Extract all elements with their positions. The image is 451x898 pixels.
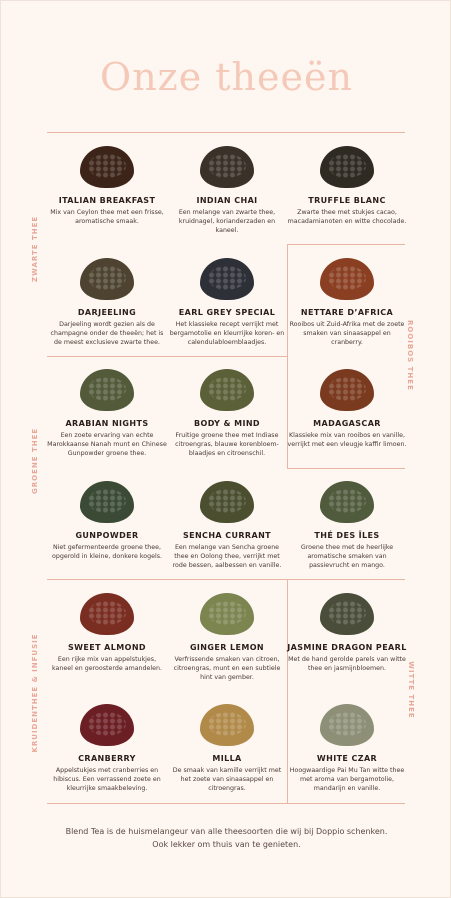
tea-leaves-image	[320, 593, 374, 635]
tea-name: NETTARE D’AFRICA	[300, 308, 394, 317]
tea-name: SWEET ALMOND	[68, 643, 146, 652]
divider-zwarte-groene	[47, 356, 287, 357]
tea-name: THÉ DES ÎLES	[314, 531, 380, 540]
tea-name: GUNPOWDER	[75, 531, 139, 540]
tea-name: INDIAN CHAI	[196, 196, 258, 205]
tea-leaves-image	[320, 369, 374, 411]
tea-description: Een rijke mix van appelstukjes, kaneel en geroosterde amandelen.	[51, 656, 163, 673]
tea-description: Met de hand gerolde parels van witte thee en jasmijnbloemen.	[288, 656, 406, 673]
tea-leaves-image	[200, 369, 254, 411]
footer-line-1: Blend Tea is de huismelangeur van alle theesoorten die wij bij Doppio schenken.	[65, 827, 388, 836]
tea-name: CRANBERRY	[78, 754, 136, 763]
divider-bottom	[47, 803, 405, 804]
tea-leaves-image	[80, 146, 134, 188]
tea-name: JASMINE DRAGON PEARL	[287, 643, 407, 652]
tea-leaves-image	[80, 481, 134, 523]
tea-item	[47, 481, 167, 561]
tea-item	[167, 146, 287, 236]
tea-name: EARL GREY SPECIAL	[178, 308, 276, 317]
tea-description: Het klassieke recept verrijkt met bergamotolie en kleurrijke koren- en calendulabloemblaadjes.	[169, 321, 285, 347]
tea-name: TRUFFLE BLANC	[308, 196, 386, 205]
tea-leaves-image	[200, 704, 254, 746]
tea-name: MILLA	[212, 754, 242, 763]
tea-name: WHITE CZAR	[316, 754, 378, 763]
section-label-witte-thee: WITTE THEE	[407, 661, 415, 719]
tea-item	[167, 258, 287, 348]
footer-line-2: Ook lekker om thuis van te genieten.	[152, 840, 301, 849]
tea-name: DARJEELING	[77, 308, 137, 317]
tea-description: Appelstukjes met cranberries en hibiscus. Een verrassend zoete en kleurrijke smaakbeleving.	[53, 767, 161, 793]
tea-item	[287, 593, 407, 673]
tea-leaves-image	[200, 593, 254, 635]
tea-description: Zwarte thee met stukjes cacao, macadamianoten en witte chocolade.	[287, 209, 407, 226]
tea-description: Een melange van Sencha groene thee en Oolong thee, verrijkt met rode bessen, aalbessen en vanille.	[172, 544, 282, 570]
section-label-rooibos-thee: ROOIBOS THEE	[406, 320, 414, 391]
divider-groene-kruiden	[47, 579, 405, 580]
tea-name: ITALIAN BREAKFAST	[58, 196, 156, 205]
tea-leaves-image	[200, 481, 254, 523]
tea-leaves-image	[80, 258, 134, 300]
tea-leaves-image	[80, 369, 134, 411]
tea-leaves-image	[80, 593, 134, 635]
tea-leaves-image	[80, 704, 134, 746]
tea-name: ARABIAN NIGHTS	[65, 419, 149, 428]
divider-rooibos-top	[287, 244, 405, 245]
tea-item	[287, 481, 407, 571]
tea-leaves-image	[200, 146, 254, 188]
tea-name: BODY & MIND	[194, 419, 260, 428]
page-title: Onze theeën	[100, 55, 353, 99]
tea-name: MADAGASCAR	[313, 419, 381, 428]
tea-leaves-image	[200, 258, 254, 300]
tea-item	[167, 704, 287, 794]
divider-top	[47, 132, 405, 133]
tea-description: Groene thee met de heerlijke aromatische smaken van passievrucht en mango.	[300, 544, 394, 570]
footer-text	[1, 825, 451, 851]
tea-description: De smaak van kamille verrijkt met het zoete van sinaasappel en citroengras.	[172, 767, 282, 793]
divider-rooibos-bottom	[287, 468, 405, 469]
tea-leaves-image	[320, 146, 374, 188]
tea-description: Klassieke mix van rooibos en vanille, verrijkt met een vleugje kaffir limoen.	[287, 432, 407, 449]
tea-item	[287, 704, 407, 794]
tea-item	[47, 704, 167, 794]
tea-name: GINGER LEMON	[189, 643, 265, 652]
tea-item	[287, 369, 407, 449]
tea-item	[287, 146, 407, 226]
tea-item	[167, 593, 287, 683]
tea-description: Een zoete ervaring van echte Marokkaanse Nanah munt en Chinese Gunpowder groene thee.	[47, 432, 167, 458]
tea-item	[47, 369, 167, 459]
section-label-groene-thee: GROENE THEE	[31, 427, 39, 494]
tea-description: Niet gefermenteerde groene thee, opgerold in kleine, donkere kogels.	[51, 544, 163, 561]
tea-item	[167, 481, 287, 571]
tea-item	[47, 258, 167, 348]
tea-item	[167, 369, 287, 459]
tea-description: Darjeeling wordt gezien als de champagne onder de theeën; het is de meest exclusieve zwarte thee.	[50, 321, 164, 347]
tea-description: Rooibos uit Zuid-Afrika met de zoete smaken van sinaasappel en cranberry.	[289, 321, 405, 347]
tea-item	[47, 146, 167, 226]
tea-description: Fruitige groene thee met Indiase citroengras, blauwe korenbloem-blaadjes en citroenschil.	[175, 432, 279, 458]
tea-leaves-image	[320, 258, 374, 300]
tea-item	[287, 258, 407, 348]
tea-name: SENCHA CURRANT	[182, 531, 272, 540]
tea-item	[47, 593, 167, 673]
tea-leaves-image	[320, 481, 374, 523]
tea-description: Hoogwaardige Pai Mu Tan witte thee met aroma van bergamotolie, mandarijn en vanille.	[289, 767, 405, 793]
section-label-zwarte-thee: ZWARTE THEE	[31, 215, 39, 282]
tea-leaves-image	[320, 704, 374, 746]
tea-description: Verfrissende smaken van citroen, citroengras, munt en een subtiele hint van gember.	[173, 656, 281, 682]
tea-description: Een melange van zwarte thee, kruidnagel, korianderzaden en kaneel.	[178, 209, 276, 235]
section-label-kruidenthee: KRUIDENTHEE & INFUSIE	[31, 633, 39, 753]
tea-description: Mix van Ceylon thee met een frisse, aromatische smaak.	[50, 209, 164, 226]
